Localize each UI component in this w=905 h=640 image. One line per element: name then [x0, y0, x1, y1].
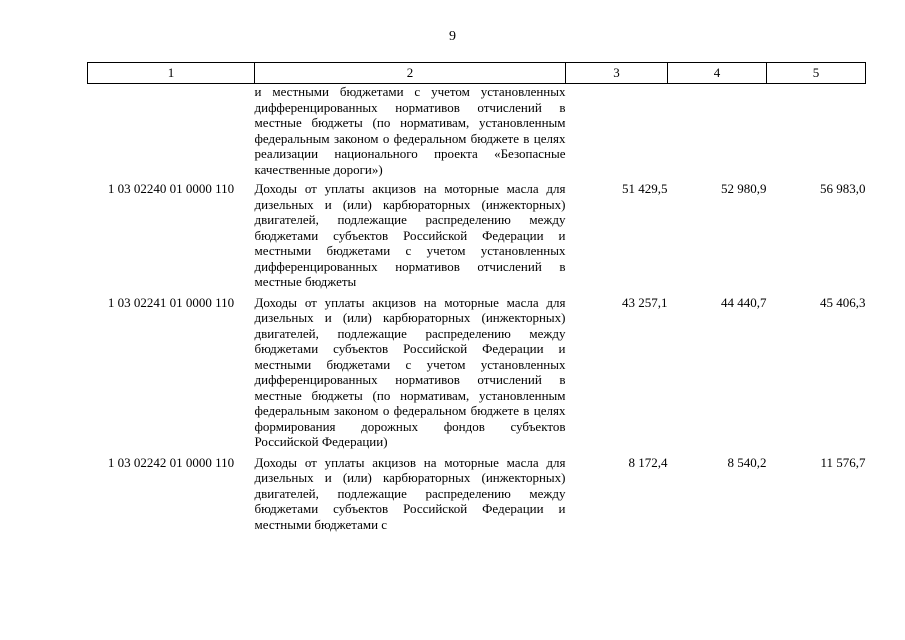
table-row	[88, 84, 866, 182]
column-header-5: 5	[767, 63, 866, 84]
value-col-5: 11 576,7	[820, 454, 866, 470]
table-row	[88, 295, 866, 455]
table-row	[88, 455, 866, 533]
budget-code: 1 03 02240 01 0000 110	[107, 181, 235, 196]
table-row	[88, 181, 866, 295]
budget-code: 1 03 02242 01 0000 110	[107, 454, 235, 470]
page-number: 9	[449, 29, 456, 44]
value-col-3: 8 172,4	[628, 454, 668, 470]
value-col-4: 44 440,7	[721, 294, 767, 310]
column-header-3: 3	[566, 63, 668, 84]
budget-code	[88, 84, 255, 182]
budget-code: 1 03 02241 01 0000 110	[107, 294, 235, 310]
value-col-3	[566, 84, 668, 182]
value-col-4: 52 980,9	[721, 181, 767, 196]
value-col-4: 8 540,2	[727, 454, 767, 470]
table-header-row	[88, 63, 866, 84]
column-header-4: 4	[668, 63, 767, 84]
column-header-2: 2	[255, 63, 566, 84]
revenue-description: Доходы от уплаты акцизов на моторные масла для дизельных и (или) карбюраторных (инжекторных) двигателей, подлежащие распределению между бюджетами субъектов Российской Федерации и местными бюджетами с учетом установленных дифференцированных нормативов отчислений в местные бюджеты	[254, 181, 566, 289]
value-col-5	[767, 84, 866, 182]
budget-revenue-table	[87, 62, 866, 532]
value-col-4	[668, 84, 767, 182]
value-col-5: 56 983,0	[820, 181, 866, 196]
value-col-5: 45 406,3	[820, 294, 866, 310]
revenue-description: Доходы от уплаты акцизов на моторные масла для дизельных и (или) карбюраторных (инжекторных) двигателей, подлежащие распределению между бюджетами субъектов Российской Федерации и местными бюджетами с учетом установленных дифференцированных нормативов отчислений в местные бюджеты (по нормативам, установленным федеральным законом о федеральном бюджете в целях формирования дорожных фондов субъектов Российской Федерации)	[254, 294, 566, 449]
value-col-3: 43 257,1	[622, 294, 668, 310]
revenue-description: и местными бюджетами с учетом установленных дифференцированных нормативов отчислений в местные бюджеты (по нормативам, установленным федеральным законом о федеральном бюджете в целях реализации национального проекта «Безопасные качественные дороги»)	[254, 84, 566, 177]
revenue-description: Доходы от уплаты акцизов на моторные масла для дизельных и (или) карбюраторных (инжекторных) двигателей, подлежащие распределению между бюджетами субъектов Российской Федерации и местными бюджетами с	[254, 454, 566, 532]
value-col-3: 51 429,5	[622, 181, 668, 196]
column-header-1: 1	[88, 63, 255, 84]
